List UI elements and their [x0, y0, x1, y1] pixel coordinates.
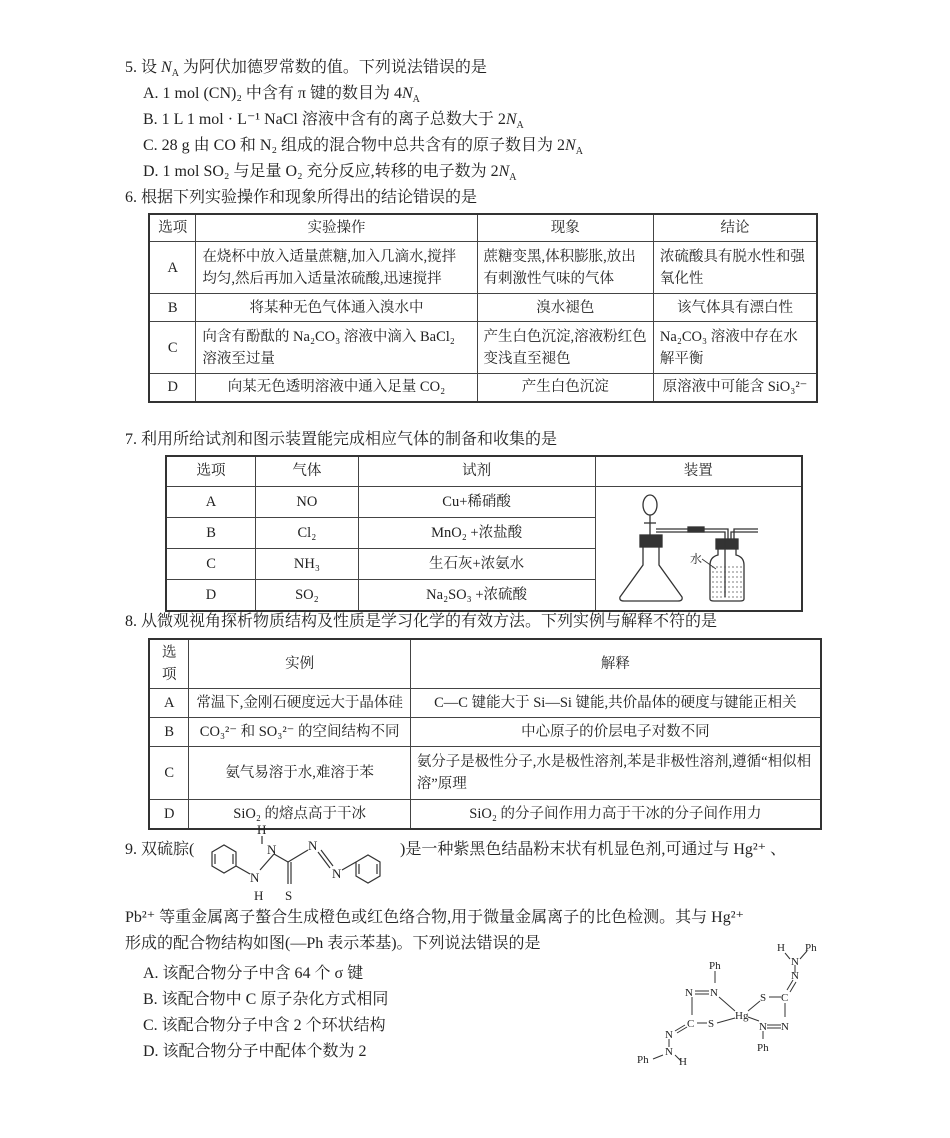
- atom-label: H: [777, 942, 785, 954]
- conical-flask-icon: [620, 547, 682, 601]
- header-cell: 实验操作: [196, 214, 477, 242]
- table-cell: A: [149, 242, 196, 294]
- table-cell: SO₂: [256, 579, 359, 610]
- atom-label: H: [257, 822, 267, 837]
- atom-label: H: [679, 1056, 687, 1065]
- atom-label: C: [687, 1018, 695, 1030]
- table-cell: 向某无色透明溶液中通入足量 CO₂: [196, 374, 477, 402]
- table-cell: MnO₂ +浓盐酸: [358, 517, 595, 548]
- table-cell: 产生白色沉淀: [477, 374, 653, 402]
- table-header-row: [149, 639, 821, 689]
- header-cell: 装置: [595, 456, 802, 486]
- atom-label: S: [708, 1018, 715, 1030]
- q6-stem: 6. 根据下列实验操作和现象所得出的结论错误的是: [125, 189, 478, 206]
- table-cell: Na₂CO₃ 溶液中存在水解平衡: [653, 322, 817, 374]
- table-cell: Na₂SO₃ +浓硫酸: [358, 579, 595, 610]
- atom-label: N: [250, 870, 260, 885]
- table-cell: C: [166, 548, 256, 579]
- table-cell: CO₃²⁻ 和 SO₃²⁻ 的空间结构不同: [189, 718, 410, 747]
- table-row: [149, 242, 817, 294]
- table-cell: 常温下,金刚石硬度远大于晶体硅: [189, 689, 410, 718]
- atom-label: N: [759, 1021, 767, 1033]
- table-row: [149, 322, 817, 374]
- atom-label: C: [781, 992, 789, 1004]
- table-row: [149, 374, 817, 402]
- table-cell: NH₃: [256, 548, 359, 579]
- atom-label: Ph: [757, 1042, 769, 1054]
- atom-label: N: [791, 956, 799, 968]
- table-cell: B: [149, 718, 189, 747]
- table-cell: Cu+稀硝酸: [358, 486, 595, 517]
- water-label: 水: [690, 551, 703, 566]
- table-cell: SiO₂ 的分子间作用力高于干冰的分子间作用力: [410, 800, 821, 829]
- table-row: [149, 747, 821, 800]
- table-cell: 氨分子是极性分子,水是极性溶剂,苯是非极性溶剂,遵循“相似相溶”原理: [410, 747, 821, 800]
- header-cell: 现象: [477, 214, 653, 242]
- q9-option-a: A. 该配合物分子中含 64 个 σ 键: [143, 965, 364, 982]
- q5-option-d: D. 1 mol SO₂ 与足量 O₂ 充分反应,转移的电子数为 $2N_A$: [143, 163, 517, 184]
- table-cell: B: [149, 294, 196, 322]
- table-cell: C: [149, 322, 196, 374]
- apparatus-cell: [595, 486, 802, 611]
- header-cell: 解释: [410, 639, 821, 689]
- atom-label: N: [791, 970, 799, 982]
- q5-option-b: B. 1 L 1 mol · L⁻¹ NaCl 溶液中含有的离子总数大于 $2N_A$: [143, 111, 524, 132]
- gas-washing-bottle-icon: [710, 549, 744, 601]
- header-cell: 结论: [653, 214, 817, 242]
- header-cell: 实例: [189, 639, 410, 689]
- atom-label: N: [267, 842, 277, 857]
- table-cell: 在烧杯中放入适量蔗糖,加入几滴水,搅拌均匀,然后再加入适量浓硫酸,迅速搅拌: [196, 242, 477, 294]
- table-row: [149, 294, 817, 322]
- q5-option-a: A. 1 mol (CN)₂ 中含有 π 键的数目为 $4N_A$: [143, 85, 420, 106]
- table-cell: D: [149, 374, 196, 402]
- q9-stem-start: 9. 双硫腙(: [125, 841, 195, 858]
- table-header-row: [149, 214, 817, 242]
- table-cell: D: [166, 579, 256, 610]
- atom-label: Hg: [735, 1010, 749, 1022]
- table-cell: C—C 键能大于 Si—Si 键能,共价晶体的硬度与键能正相关: [410, 689, 821, 718]
- gas-apparatus-diagram: [598, 487, 798, 603]
- atom-label: N: [685, 987, 693, 999]
- q8-table: [148, 638, 822, 830]
- atom-label: H: [254, 888, 264, 903]
- table-row: [149, 689, 821, 718]
- q7-stem: 7. 利用所给试剂和图示装置能完成相应气体的制备和收集的是: [125, 431, 558, 448]
- table-cell: 原溶液中可能含 SiO₃²⁻: [653, 374, 817, 402]
- table-cell: D: [149, 800, 189, 829]
- table-cell: SiO₂ 的熔点高于干冰: [189, 800, 410, 829]
- separatory-funnel-icon: [643, 495, 657, 515]
- atom-label: N: [710, 987, 718, 999]
- table-row: [166, 486, 802, 517]
- q7-table: [165, 455, 803, 612]
- atom-label: S: [760, 992, 767, 1004]
- header-cell: 试剂: [358, 456, 595, 486]
- table-cell: NO: [256, 486, 359, 517]
- table-header-row: [166, 456, 802, 486]
- atom-label: Ph: [805, 942, 817, 954]
- table-cell: 蔗糖变黑,体积膨胀,放出有刺激性气味的气体: [477, 242, 653, 294]
- benzene-ring-icon: [212, 845, 236, 873]
- table-cell: 溴水褪色: [477, 294, 653, 322]
- table-row: [149, 718, 821, 747]
- atom-label: N: [665, 1029, 673, 1041]
- header-cell: 选项: [149, 214, 196, 242]
- atom-label: Ph: [637, 1054, 649, 1065]
- table-cell: 氨气易溶于水,难溶于苯: [189, 747, 410, 800]
- table-cell: 中心原子的价层电子对数不同: [410, 718, 821, 747]
- table-cell: C: [149, 747, 189, 800]
- atom-label: S: [285, 888, 293, 903]
- table-cell: 浓硫酸具有脱水性和强氧化性: [653, 242, 817, 294]
- q8-stem: 8. 从微观视角探析物质结构及性质是学习化学的有效方法。下列实例与解释不符的是: [125, 613, 718, 630]
- header-cell: 选项: [166, 456, 256, 486]
- table-cell: 向含有酚酞的 Na₂CO₃ 溶液中滴入 BaCl₂ 溶液至过量: [196, 322, 477, 374]
- q9-option-b: B. 该配合物中 C 原子杂化方式相同: [143, 991, 389, 1008]
- q9-stem-line3: 形成的配合物结构如图(—Ph 表示苯基)。下列说法错误的是: [125, 935, 541, 952]
- atom-label: N: [665, 1046, 673, 1058]
- atom-label: Ph: [709, 960, 721, 972]
- header-cell: 选项: [149, 639, 189, 689]
- table-cell: 生石灰+浓氨水: [358, 548, 595, 579]
- q5-stem: 5. 设 $N_A$ 为阿伏加德罗常数的值。下列说法错误的是: [125, 59, 487, 80]
- q9-option-d: D. 该配合物分子中配体个数为 2: [143, 1043, 367, 1060]
- table-cell: A: [149, 689, 189, 718]
- q9-option-c: C. 该配合物分子中含 2 个环状结构: [143, 1017, 386, 1034]
- atom-label: N: [332, 866, 342, 881]
- dithizone-structure-diagram: [200, 822, 400, 908]
- atom-label: N: [308, 838, 318, 853]
- hg-complex-structure-diagram: [635, 935, 835, 1065]
- table-cell: B: [166, 517, 256, 548]
- table-cell: 产生白色沉淀,溶液粉红色变浅直至褪色: [477, 322, 653, 374]
- table-cell: 该气体具有漂白性: [653, 294, 817, 322]
- q5-option-c: C. 28 g 由 CO 和 N₂ 组成的混合物中总共含有的原子数目为 $2N_A$: [143, 137, 583, 158]
- table-cell: A: [166, 486, 256, 517]
- table-cell: 将某种无色气体通入溴水中: [196, 294, 477, 322]
- atom-label: N: [781, 1021, 789, 1033]
- header-cell: 气体: [256, 456, 359, 486]
- table-cell: Cl₂: [256, 517, 359, 548]
- q9-stem-end: )是一种紫黑色结晶粉末状有机显色剂,可通过与 Hg²⁺ 、: [400, 841, 787, 858]
- q6-table: [148, 213, 818, 403]
- q9-stem-line2: Pb²⁺ 等重金属离子螯合生成橙色或红色络合物,用于微量金属离子的比色检测。其与 Hg²⁺: [125, 909, 744, 926]
